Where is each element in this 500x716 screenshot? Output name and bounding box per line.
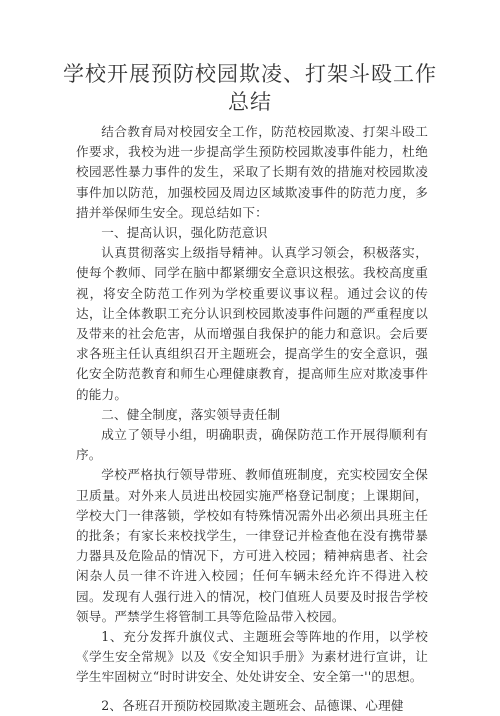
title-line-2: 总结 [228, 90, 272, 114]
document-body [76, 122, 428, 716]
section-1-paragraph: 认真贯彻落实上级指导精神。认真学习领会，积极落实，使每个教师、同学在脑中都紧绷安全意识这根弦。我校高度重视，将安全防范工作列为学校重要议事议程。通过会议的传达，让全体教职工充分认识到校园欺凌事件问题的严重程度以及带来的社会危害，从而增强自我保护的能力和意识。会后要求各班主任认真组织召开主题班会，提高学生的安全意识，强化安全防范教育和师生心理健康教育，提高师生应对欺凌事件的能力。 [76, 245, 428, 402]
section-heading-2: 二、健全制度，落实领导责任制 [101, 406, 281, 422]
list-item-2: 2、各班召开预防校园欺凌主题班会、品德课、心理健 [101, 697, 404, 713]
section-2-paragraph-1: 成立了领导小组，明确职责，确保防范工作开展得顺利有序。 [76, 427, 428, 463]
document-title [40, 60, 460, 116]
section-heading-1: 一、提高认识，强化防范意识 [101, 225, 268, 241]
title-line-1: 学校开展预防校园欺凌、打架斗殴工作 [63, 62, 437, 86]
section-2-paragraph-2: 学校严格执行领导带班、教师值班制度，充实校园安全保卫质量。对外来人员进出校园实施严格登记制度；上课期间，学校大门一律落锁，学校如有特殊情况需外出必须出具班主任的批条；有家长来校找学生，一律登记并检查他在没有携带暴力器具及危险品的情况下，方可进入校园；精神病患者、社会闲杂人员一律不许进入校园；任何车辆未经允许不得进入校园。发现有人强行进入的情况，校门值班人员要及时报告学校领导。严禁学生将管制工具等危险品带入校园。 [76, 467, 428, 624]
intro-paragraph: 结合教育局对校园安全工作，防范校园欺凌、打架斗殴工作要求，我校为进一步提高学生预防校园欺凌事件能力，杜绝校园恶性暴力事件的发生，采取了长期有效的措施对校园欺凌事件加以防范，加强校园及周边区域欺凌事件的防范力度，多措并举保师生安全。现总结如下： [76, 124, 428, 220]
list-item-1: 1、充分发挥升旗仪式、主题班会等阵地的作用，以学校《学生安全常规》以及《安全知识手册》为素材进行宣讲，让学生牢固树立“时时讲安全、处处讲安全、安全第一''的思想。 [76, 629, 428, 685]
